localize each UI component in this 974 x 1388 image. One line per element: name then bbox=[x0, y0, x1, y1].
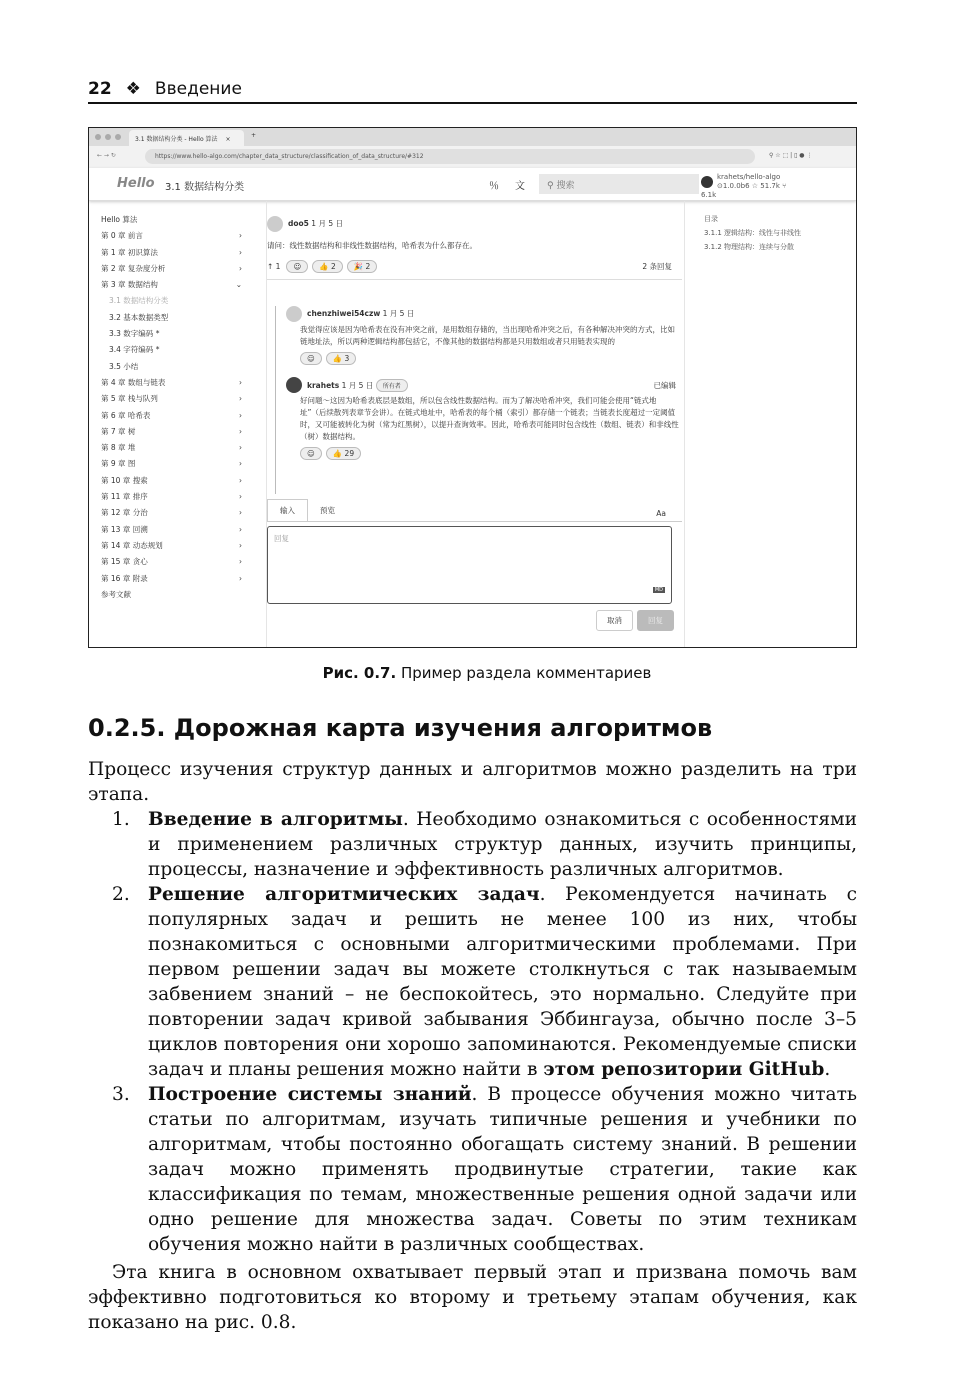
sidebar-item bbox=[101, 391, 266, 407]
chevron-icon: › bbox=[239, 492, 242, 502]
sidebar-item bbox=[101, 310, 266, 326]
sidebar-item bbox=[101, 522, 266, 538]
sidebar-item bbox=[101, 505, 266, 521]
sidebar-item bbox=[101, 587, 266, 603]
reaction: 👍 3 bbox=[326, 352, 357, 365]
toc-item: 3.1.2 物理结构：连续与分散 bbox=[704, 243, 795, 251]
owner-badge: 所有者 bbox=[376, 379, 408, 392]
body-text bbox=[88, 757, 857, 1335]
item-text: . Необходимо ознакомиться с особенностями и применением различных структур данных, изучить принципы, процессы, назначение и эффективность различных алгоритмов. bbox=[148, 809, 857, 880]
item-text: . Рекомендуется начинать с популярных задач и решить не менее 100 из них, чтобы познакомиться с основными алгоритмическими проблемами. При первом решении задач вы можете столкнуться с так называемым забвением знаний – не беспокойтесь, это нормально. Следуйте при повторении задач кривой забывания Эббингауза, обычно после 3–5 циклов повторения они хорошо запоминаются. Рекомендуемые списки задач и планы решения можно найти в bbox=[148, 884, 857, 1080]
chevron-icon: › bbox=[239, 263, 242, 273]
window-minimize-dot bbox=[105, 134, 111, 140]
sidebar-item-label: 第 11 章 排序 bbox=[101, 492, 148, 502]
emoji-icon: ☺ bbox=[286, 260, 308, 273]
item-title: Решение алгоритмических задач bbox=[148, 884, 540, 905]
reply-placeholder: 回复 bbox=[274, 534, 289, 543]
sidebar-item bbox=[101, 261, 266, 277]
item-title: Введение в алгоритмы bbox=[148, 809, 403, 830]
caption-label: Рис. 0.7. bbox=[322, 664, 397, 682]
sidebar-item bbox=[101, 538, 266, 554]
repo-link bbox=[701, 173, 788, 200]
chevron-icon: ⌄ bbox=[235, 280, 242, 290]
chevron-icon: › bbox=[239, 231, 242, 241]
chevron-icon: › bbox=[239, 573, 242, 583]
upvote-button: ↑ 1 bbox=[267, 262, 281, 271]
sidebar-item bbox=[101, 571, 266, 587]
page-number: 22 bbox=[88, 79, 112, 99]
item-title: Построение системы знаний bbox=[148, 1084, 472, 1105]
comment-user: chenzhiwei54czw bbox=[307, 309, 381, 318]
sidebar-item bbox=[101, 554, 266, 570]
sidebar-item-label: 第 3 章 数据结构 bbox=[101, 280, 158, 290]
chevron-icon: › bbox=[239, 459, 242, 469]
browser-tab-bar bbox=[89, 128, 856, 146]
sidebar-item-label: 第 12 章 分治 bbox=[101, 508, 148, 518]
comment-user: doo5 bbox=[288, 219, 309, 228]
item-number: 2. bbox=[112, 884, 130, 905]
item-number: 1. bbox=[112, 809, 130, 830]
sidebar-item-label: 3.2 基本数据类型 bbox=[109, 312, 169, 322]
sidebar-nav bbox=[101, 212, 266, 603]
sidebar-item-label: 第 13 章 回溯 bbox=[101, 524, 148, 534]
browser-tab bbox=[129, 130, 244, 146]
font-toggle: Aa bbox=[656, 509, 666, 518]
sidebar-item-label: 3.3 数字编码 * bbox=[109, 329, 160, 339]
new-tab-icon: + bbox=[251, 132, 257, 139]
sidebar-item bbox=[101, 473, 266, 489]
comment bbox=[267, 208, 682, 280]
sidebar-item-label: 3.4 字符编码 * bbox=[109, 345, 160, 355]
sidebar-item-label: 第 5 章 栈与队列 bbox=[101, 394, 158, 404]
url-field: https://www.hello-algo.com/chapter_data_structure/classification_of_data_structure/#312 bbox=[145, 149, 755, 164]
sidebar-item-label: 第 7 章 树 bbox=[101, 426, 136, 436]
sidebar-item-label: 参考文献 bbox=[101, 589, 131, 599]
chevron-icon: › bbox=[239, 394, 242, 404]
list-item bbox=[88, 807, 857, 882]
item-text: . bbox=[824, 1059, 831, 1080]
sidebar-item-label: 3.1 数据结构分类 bbox=[109, 296, 169, 306]
sidebar-item-label: 第 8 章 堆 bbox=[101, 443, 136, 453]
avatar bbox=[267, 216, 283, 232]
running-header bbox=[88, 76, 857, 104]
sidebar-item-label: 第 2 章 复杂度分析 bbox=[101, 263, 166, 273]
reply-editor bbox=[267, 500, 682, 631]
ornament: ❖ bbox=[125, 79, 141, 99]
reply-count: 2 条回复 bbox=[642, 262, 672, 271]
edited-label: 已编辑 bbox=[653, 380, 676, 390]
sidebar-item bbox=[101, 424, 266, 440]
search-placeholder: 搜索 bbox=[556, 181, 575, 191]
sidebar-item bbox=[101, 326, 266, 342]
sidebar-item-label: 第 6 章 哈希表 bbox=[101, 410, 151, 420]
sidebar-item-label: 第 16 章 附录 bbox=[101, 573, 148, 583]
item-number: 3. bbox=[112, 1084, 130, 1105]
sidebar-item bbox=[101, 342, 266, 358]
sidebar-item-label: 第 9 章 图 bbox=[101, 459, 136, 469]
chevron-icon: › bbox=[239, 410, 242, 420]
sidebar-item-label: 第 10 章 搜索 bbox=[101, 475, 148, 485]
tab-preview: 预览 bbox=[320, 506, 335, 515]
tab-title: 3.1 数据结构分类 - Hello 算法 bbox=[135, 136, 218, 143]
repo-name: krahets/hello-algo bbox=[717, 173, 781, 181]
chevron-icon: › bbox=[239, 557, 242, 567]
reply-thread bbox=[275, 306, 680, 494]
sidebar-item-label: 3.5 小结 bbox=[109, 361, 139, 371]
section-title: Введение bbox=[154, 79, 242, 99]
chevron-icon: › bbox=[239, 443, 242, 453]
figure-caption bbox=[0, 664, 974, 682]
cancel-button: 取消 bbox=[596, 610, 633, 631]
sidebar-item bbox=[101, 456, 266, 472]
stages-list bbox=[88, 807, 857, 1257]
sidebar-item-label: 第 1 章 初识算法 bbox=[101, 247, 158, 257]
section-heading: 0.2.5. Дорожная карта изучения алгоритмов bbox=[88, 714, 713, 742]
site-page-title: 3.1 数据结构分类 bbox=[165, 182, 245, 193]
figure-screenshot bbox=[88, 127, 857, 648]
sidebar-item bbox=[101, 489, 266, 505]
reaction: 👍 29 bbox=[326, 447, 361, 460]
comment-date: 1 月 5 日 bbox=[311, 219, 343, 228]
comment-date: 1 月 5 日 bbox=[382, 309, 415, 318]
sidebar-item bbox=[101, 245, 266, 261]
emoji-icon: ☺ bbox=[300, 352, 322, 365]
sidebar-item bbox=[101, 293, 266, 309]
comment-text: 我觉得应该是因为哈希表在没有冲突之前，是用数组存储的，当出现哈希冲突之后，有各种解决冲突的方式，比如链地址法，所以两种逻辑结构都包括它，不像其他的数据结构都是只用数组或者只用链表实现的 bbox=[300, 325, 675, 346]
list-item bbox=[88, 882, 857, 1082]
chevron-icon: › bbox=[239, 524, 242, 534]
window-close-dot bbox=[95, 134, 101, 140]
close-icon: × bbox=[225, 136, 231, 143]
site-header bbox=[89, 168, 856, 201]
caption-text: Пример раздела комментариев bbox=[396, 664, 652, 682]
chevron-icon: › bbox=[239, 377, 242, 387]
sidebar-item bbox=[101, 359, 266, 375]
sidebar-item bbox=[101, 440, 266, 456]
markdown-icon: MD bbox=[654, 587, 663, 593]
intro-paragraph: Процесс изучения структур данных и алгоритмов можно разделить на три этапа. bbox=[88, 759, 857, 805]
chevron-icon: › bbox=[239, 475, 242, 485]
sidebar-item-label: 第 4 章 数组与链表 bbox=[101, 377, 166, 387]
sidebar-item bbox=[101, 375, 266, 391]
theme-icon: ％ bbox=[489, 181, 499, 192]
toc-item: 3.1.1 逻辑结构：线性与非线性 bbox=[704, 229, 802, 237]
back-forward-reload-icons: ← → ↻ bbox=[97, 152, 116, 159]
sidebar-item bbox=[101, 277, 266, 293]
closing-paragraph: Эта книга в основном охватывает первый этап и призвана помочь вам эффективно подготовиться ко второму и третьему этапам обучения, как показано на рис. 0.8. bbox=[88, 1262, 857, 1333]
sidebar-item bbox=[101, 228, 266, 244]
sidebar-title: Hello 算法 bbox=[101, 215, 138, 224]
site-logo: Hello bbox=[117, 176, 155, 191]
emoji-icon: ☺ bbox=[300, 447, 322, 460]
search-input: ⚲ 搜索 bbox=[539, 174, 699, 194]
toc-title: 目录 bbox=[704, 215, 718, 223]
sidebar-item-label: 第 0 章 前言 bbox=[101, 231, 143, 241]
item-text: . В процессе обучения можно читать статьи по алгоритмам, изучать типичные решения и учебники по алгоритмам, чтобы постоянно обогащать систему знаний. В решении задач можно применять продвинутые стратегии, такие как классификация по темам, множественные решения одной задачи или одно решение для множества задач. Советы по этим техникам обучения можно найти в различных сообществах. bbox=[148, 1084, 857, 1255]
comment-date: 1 月 5 日 bbox=[341, 380, 374, 390]
sidebar-item bbox=[101, 408, 266, 424]
chevron-icon: › bbox=[239, 247, 242, 257]
reaction: 👍 2 bbox=[312, 260, 343, 273]
tab-input: 输入 bbox=[267, 499, 308, 521]
reply-textarea bbox=[267, 526, 672, 604]
table-of-contents bbox=[704, 212, 801, 254]
browser-toolbar-icons: ⚲ ☆ ⬚ | ▯ ● ⋮ bbox=[769, 152, 813, 159]
translate-icon: 文 bbox=[515, 181, 525, 192]
chevron-icon: › bbox=[239, 508, 242, 518]
address-bar bbox=[89, 146, 856, 168]
chevron-icon: › bbox=[239, 540, 242, 550]
comment-user: krahets bbox=[307, 380, 340, 390]
comment-text: 请问：线性数据结构和非线性数据结构，哈希表为什么都存在。 bbox=[267, 241, 477, 250]
sidebar-item-label: 第 15 章 贪心 bbox=[101, 557, 148, 567]
sidebar-item-label: 第 14 章 动态规划 bbox=[101, 540, 163, 550]
avatar bbox=[286, 377, 302, 393]
avatar bbox=[286, 306, 302, 322]
list-item bbox=[88, 1082, 857, 1257]
window-zoom-dot bbox=[115, 134, 121, 140]
chevron-icon: › bbox=[239, 426, 242, 436]
reaction: 🎉 2 bbox=[347, 260, 378, 273]
comment-text: 好问题～这因为哈希表底层是数组，所以包含线性数据结构。而为了解决哈希冲突，我们可能会使用“链式地址”（后续散列表章节会讲）。在链式地址中，哈希表的每个桶（索引）都存储一个链表；当链表长度超过一定阈值时，又可能被转化为树（常为红黑树），以提升查询效率。因此，哈希表可能同时包含线性（数组、链表）和非线性（树）数据结构。 bbox=[300, 396, 679, 441]
github-repo-link[interactable]: этом репозитории GitHub bbox=[543, 1059, 825, 1080]
github-icon bbox=[701, 176, 713, 188]
repo-stats: ⊙1.0.0b6 ☆ 51.7k ⑂ 6.1k bbox=[701, 182, 787, 199]
divider bbox=[684, 201, 685, 648]
reply-button: 回复 bbox=[637, 610, 674, 631]
